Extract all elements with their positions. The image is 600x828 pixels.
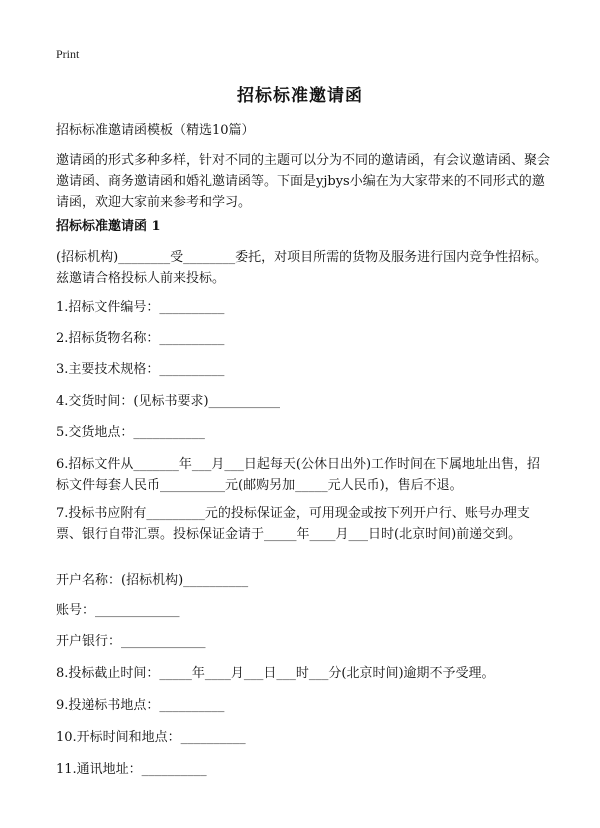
intro-paragraph: 邀请函的形式多种多样，针对不同的主题可以分为不同的邀请函，有会议邀请函、聚会邀请函、商务邀请函和婚礼邀请函等。下面是yjbys小编在为大家带来的不同形式的邀请函，欢迎大家前来参考和学习。 [56, 153, 551, 210]
item-sale-of-documents: 6.招标文件从_______年___月___日起每天(公休日出外)工作时间在下属地址出售，招标文件每套人民币__________元(邮购另加_____元人民币)，售后不退。 [56, 457, 541, 493]
item-bid-submission-place: 9.投递标书地点：__________ [56, 698, 225, 713]
item-bid-deadline: 8.投标截止时间：_____年____月___日___时___分(北京时间)逾期不予受理。 [56, 666, 495, 681]
document-title: 招标标准邀请函 [237, 86, 363, 106]
account-name: 开户名称：(招标机构)__________ [56, 573, 249, 588]
item-opening-time-place: 10.开标时间和地点：__________ [56, 730, 246, 745]
item-bid-bond: 7.投标书应附有_________元的投标保证金，可用现金或按下列开户行、账号办理支票、银行自带汇票。投标保证金请于_____年____月___日时(北京时间)前递交到。 [56, 506, 530, 542]
item-delivery-place: 5.交货地点：___________ [56, 425, 205, 440]
section-heading: 招标标准邀请函 1 [56, 219, 161, 234]
document-subtitle: 招标标准邀请函模板（精选10篇） [56, 123, 255, 138]
account-number: 账号：_____________ [56, 603, 180, 618]
item-file-number: 1.招标文件编号：__________ [56, 300, 225, 315]
account-bank: 开户银行：_____________ [56, 634, 206, 649]
item-delivery-time: 4.交货时间：(见标书要求)___________ [56, 394, 281, 409]
print-link[interactable]: Print [56, 47, 80, 61]
item-tech-spec: 3.主要技术规格：__________ [56, 362, 225, 377]
item-mailing-address: 11.通讯地址：__________ [56, 762, 207, 777]
paragraph-inviting: (招标机构)________受________委托，对项目所需的货物及服务进行国内竞争性招标。兹邀请合格投标人前来投标。 [56, 250, 548, 286]
item-goods-name: 2.招标货物名称：__________ [56, 331, 225, 346]
